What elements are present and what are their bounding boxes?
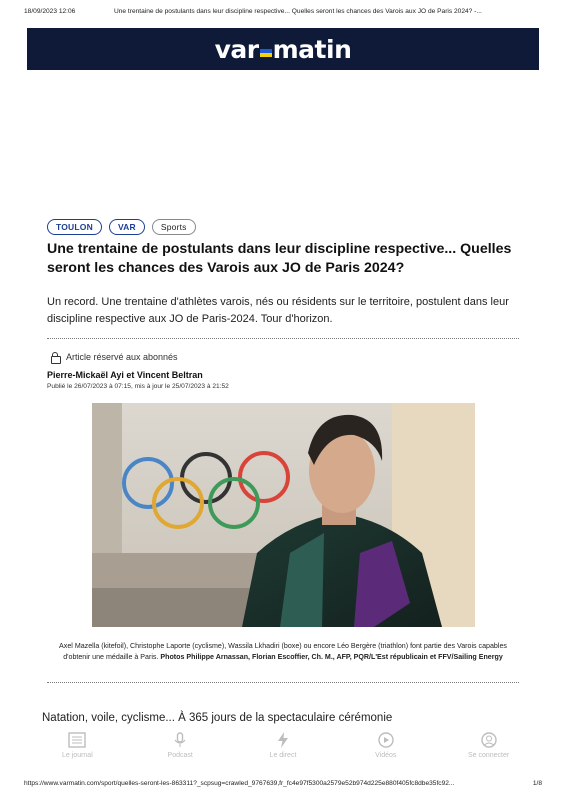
article-headline: Une trentaine de postulants dans leur discipline respective... Quelles seront les chances des Varois aux JO de Paris 2024? bbox=[47, 241, 512, 276]
premium-label: Article réservé aux abonnés bbox=[66, 352, 178, 362]
divider bbox=[47, 682, 519, 683]
user-icon bbox=[480, 732, 498, 748]
photo-caption bbox=[58, 641, 508, 662]
lock-icon bbox=[51, 352, 59, 362]
print-header bbox=[24, 8, 542, 20]
nav-label: Vidéos bbox=[375, 752, 397, 759]
nav-videos[interactable] bbox=[346, 732, 426, 768]
nav-le-direct[interactable] bbox=[243, 732, 323, 768]
lightning-icon bbox=[274, 732, 292, 748]
nav-se-connecter[interactable] bbox=[449, 732, 529, 768]
nav-label: Podcast bbox=[167, 752, 193, 759]
logo-text-right: matin bbox=[272, 34, 352, 64]
article-tags bbox=[47, 219, 196, 235]
nav-podcast[interactable] bbox=[140, 732, 220, 768]
article-lede: Un record. Une trentaine d'athlètes varois, nés ou résidents sur le territoire, postulent dans leur discipline respective aux JO de Paris-2024. Tour d'horizon. bbox=[47, 296, 509, 325]
tag-toulon[interactable]: TOULON bbox=[47, 219, 102, 235]
bottom-navigation bbox=[0, 732, 566, 768]
microphone-icon bbox=[171, 732, 189, 748]
article-authors: Pierre-Mickaël Ayi et Vincent Beltran bbox=[47, 370, 203, 380]
print-footer bbox=[24, 780, 542, 792]
newspaper-icon bbox=[68, 732, 86, 748]
nav-le-journal[interactable] bbox=[37, 732, 117, 768]
caption-text: Axel Mazella (kitefoil), Christophe Laporte (cyclisme), Wassila Lkhadiri (boxe) ou encore Léo Bergère (triathlon) font partie des Varois capables d'obtenir une médaille à Paris. bbox=[59, 642, 507, 661]
premium-notice bbox=[51, 352, 178, 362]
site-logo[interactable] bbox=[215, 35, 352, 64]
print-url: https://www.varmatin.com/sport/quelles-seront-les-863311?_scpsug=crawled_9767639,fr_fc4e97f5300a2579e52b974d225e880f405fc8dbe35fc92... bbox=[24, 780, 455, 787]
print-page-number: 1/8 bbox=[532, 780, 542, 787]
divider bbox=[47, 338, 519, 339]
article-photo bbox=[92, 403, 475, 627]
brand-header bbox=[27, 28, 539, 70]
article-teaser: Natation, voile, cyclisme... À 365 jours de la spectaculaire cérémonie bbox=[42, 712, 393, 724]
nav-label: Se connecter bbox=[467, 752, 510, 759]
nav-label: Le direct bbox=[269, 752, 297, 759]
logo-text-left: var bbox=[214, 34, 259, 64]
nav-label: Le journal bbox=[62, 752, 93, 759]
tag-var[interactable]: VAR bbox=[109, 219, 145, 235]
play-icon bbox=[377, 732, 395, 748]
print-timestamp: 18/09/2023 12:06 bbox=[24, 8, 76, 15]
tag-sports[interactable]: Sports bbox=[152, 219, 196, 235]
caption-credit: Photos Philippe Arnassan, Florian Escoffier, Ch. M., AFP, PQR/L'Est républicain et FFV/Sailing Energy bbox=[160, 652, 503, 661]
article-dates: Publié le 26/07/2023 à 07:15, mis à jour le 25/07/2023 à 21:52 bbox=[47, 383, 229, 390]
print-page-title: Une trentaine de postulants dans leur discipline respective... Quelles seront les chances des Varois aux JO de Paris 2024? -... bbox=[114, 8, 482, 15]
ukraine-flag-icon bbox=[260, 49, 272, 57]
